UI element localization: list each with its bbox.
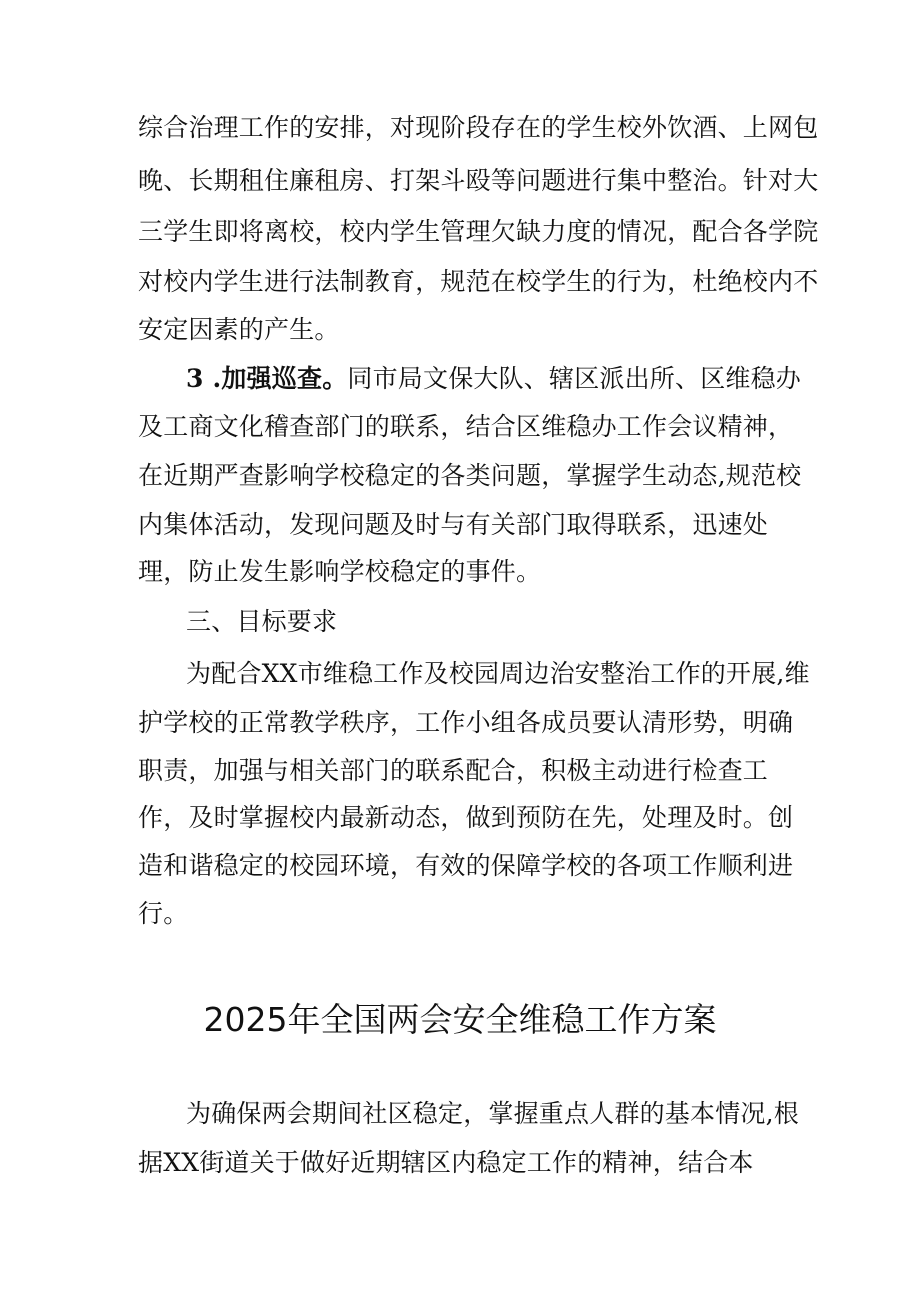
item3-first-rest: 同市局文保大队、辖区派出所、区维稳办 xyxy=(347,364,802,393)
paragraph-line: 造和谐稳定的校园环境，有效的保障学校的各项工作顺利进 xyxy=(138,851,794,880)
paragraph-line: 三学生即将离校，校内学生管理欠缺力度的情况，配合各学院 xyxy=(138,217,819,246)
paragraph-line: 内集体活动，发现问题及时与有关部门取得联系，迅速处 xyxy=(138,510,769,539)
paragraph-line: 综合治理工作的安排，对现阶段存在的学生校外饮酒、上网包 xyxy=(138,113,819,142)
item3-lead: 3 .加强巡查。 xyxy=(186,364,348,393)
paragraph-line: 行。 xyxy=(138,899,189,928)
item3-first-line xyxy=(186,361,801,397)
paragraph-line: 作，及时掌握校内最新动态，做到预防在先，处理及时。创 xyxy=(138,803,794,832)
paragraph-line: 为配合XX市维稳工作及校园周边治安整治工作的开展,维 xyxy=(186,659,810,688)
paragraph-line: 晚、长期租住廉租房、打架斗殴等问题进行集中整治。针对大 xyxy=(138,166,819,195)
section-heading: 三、目标要求 xyxy=(186,607,338,636)
paragraph-line: 对校内学生进行法制教育，规范在校学生的行为，杜绝校内不 xyxy=(138,267,819,296)
paragraph-line: 安定因素的产生。 xyxy=(138,315,340,344)
paragraph-line: 据XX街道关于做好近期辖区内稳定工作的精神，结合本 xyxy=(138,1148,754,1177)
paragraph-line: 理，防止发生影响学校稳定的事件。 xyxy=(138,557,542,586)
paragraph-line: 为确保两会期间社区稳定，掌握重点人群的基本情况,根 xyxy=(186,1099,799,1128)
paragraph-line: 在近期严查影响学校稳定的各类问题，掌握学生动态,规范校 xyxy=(138,461,802,490)
document-title: 2025年全国两会安全维稳工作方案 xyxy=(203,1000,717,1039)
paragraph-line: 及工商文化稽查部门的联系，结合区维稳办工作会议精神， xyxy=(138,412,794,441)
paragraph-line: 护学校的正常教学秩序，工作小组各成员要认清形势，明确 xyxy=(138,708,794,737)
paragraph-line: 职责，加强与相关部门的联系配合，积极主动进行检查工 xyxy=(138,756,769,785)
